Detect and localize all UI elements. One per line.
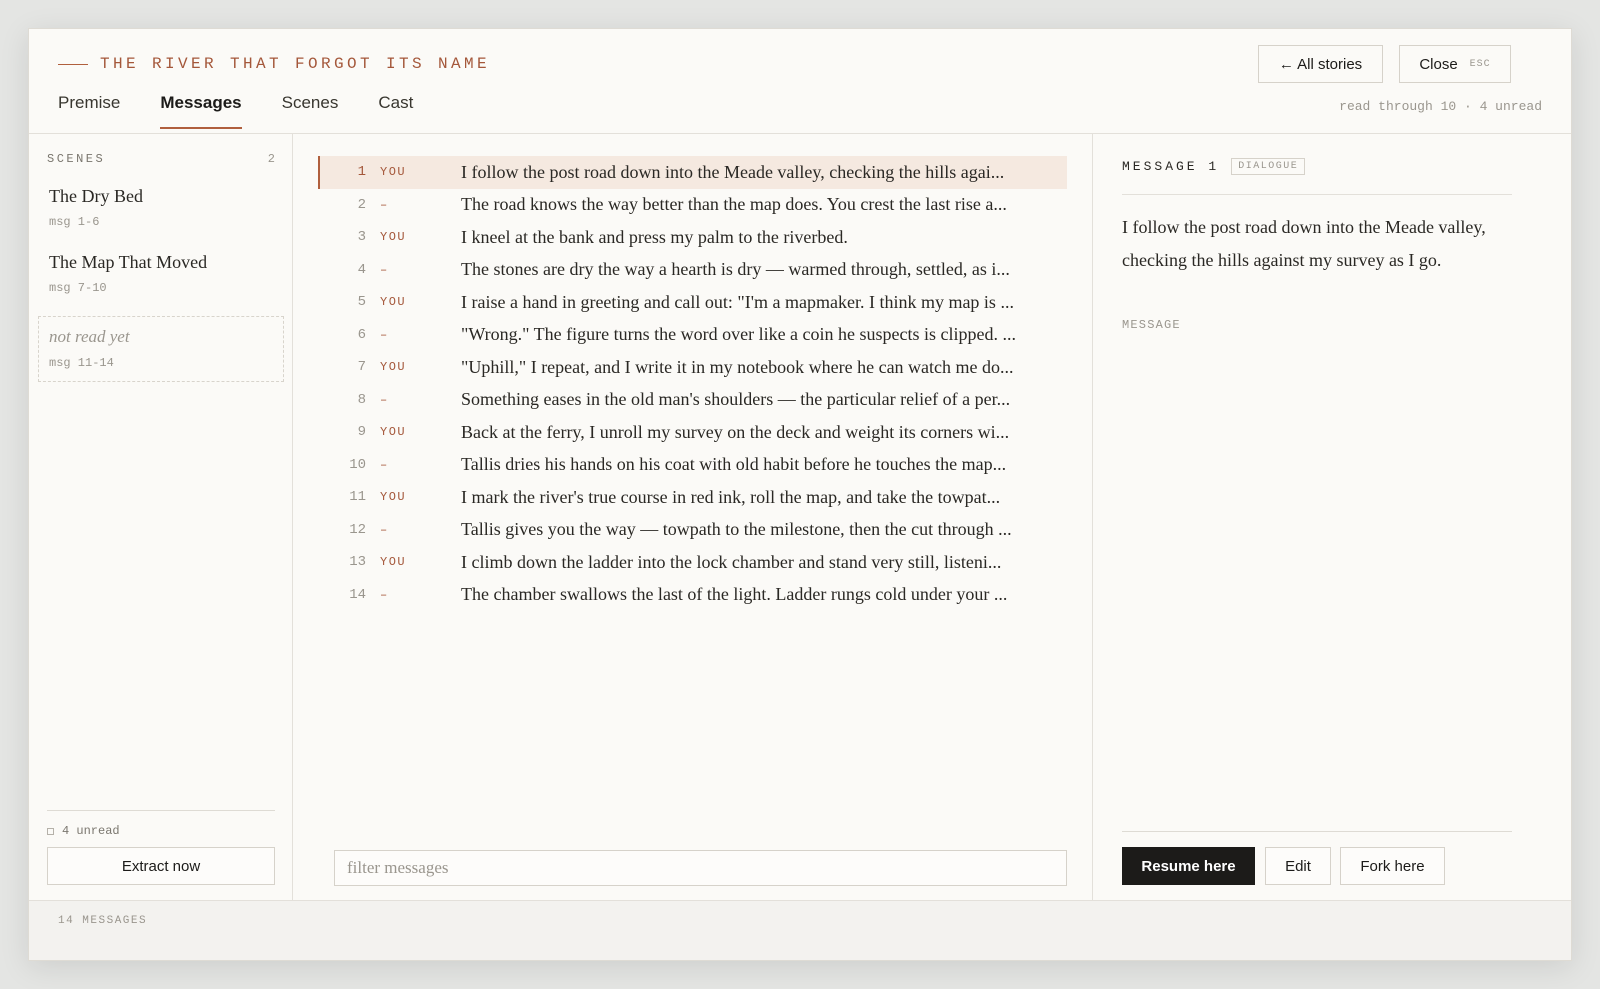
tab-premise[interactable]: Premise: [58, 93, 121, 112]
unread-count-label: 4 unread: [62, 824, 120, 838]
message-text: I raise a hand in greeting and call out: "I'm a mapmaker. I think my map is ...: [461, 291, 1014, 312]
story-title: [58, 55, 490, 73]
message-row[interactable]: [318, 286, 1067, 319]
message-number: 13: [349, 554, 366, 571]
scene-title: The Map That Moved: [49, 252, 208, 272]
unread-count: [47, 824, 120, 838]
extract-now-button[interactable]: Extract now: [47, 847, 275, 885]
scenes-heading-label: SCENES: [47, 152, 106, 166]
message-text: The stones are dry the way a hearth is dry — warmed through, settled, as i...: [461, 259, 1010, 280]
message-role: YOU: [380, 360, 407, 375]
scene-range: msg 1-6: [49, 215, 100, 229]
scenes-heading: [47, 152, 275, 166]
detail-message-kind: MESSAGE: [1122, 318, 1181, 332]
message-row[interactable]: [318, 351, 1067, 384]
status-footer: [29, 900, 1571, 961]
message-row[interactable]: [318, 221, 1067, 254]
scene-range: msg 7-10: [49, 281, 107, 295]
message-role: YOU: [380, 165, 407, 180]
tab-messages[interactable]: Messages: [160, 93, 241, 129]
scene-title: The Dry Bed: [49, 186, 143, 206]
message-text: Tallis gives you the way — towpath to the milestone, then the cut through ...: [461, 519, 1012, 540]
close-button[interactable]: [1399, 45, 1511, 83]
message-role: –: [380, 327, 389, 342]
unread-scene-title: not read yet: [49, 327, 130, 346]
message-row[interactable]: [318, 416, 1067, 449]
message-text: I mark the river's true course in red ink, roll the map, and take the towpat...: [461, 486, 1001, 507]
message-number: 2: [357, 196, 366, 213]
all-stories-label: ← All stories: [1278, 55, 1363, 73]
edit-button[interactable]: Edit: [1265, 847, 1331, 885]
tab-scenes[interactable]: Scenes: [281, 93, 339, 112]
scene-item-unread[interactable]: [38, 316, 284, 382]
message-text: The road knows the way better than the map does. You crest the last rise a...: [461, 194, 1007, 215]
filter-messages-input[interactable]: [334, 850, 1067, 886]
scenes-count: 2: [267, 152, 275, 166]
message-number: 4: [357, 261, 366, 278]
message-row[interactable]: [318, 481, 1067, 514]
message-number: 11: [349, 489, 366, 506]
message-row[interactable]: [318, 319, 1067, 352]
message-number: 6: [357, 326, 366, 343]
message-number: 8: [357, 391, 366, 408]
message-text: I kneel at the bank and press my palm to the riverbed.: [461, 226, 848, 247]
message-role: –: [380, 587, 389, 602]
detail-divider: [1122, 194, 1512, 195]
message-text: "Uphill," I repeat, and I write it in my notebook where he can watch me do...: [461, 356, 1014, 377]
message-row[interactable]: [318, 189, 1067, 222]
tab-bar: [58, 93, 413, 129]
detail-message-body: I follow the post road down into the Meade valley, checking the hills against my survey as I go.: [1122, 217, 1486, 270]
header: [29, 29, 1571, 134]
message-number: 3: [357, 229, 366, 246]
message-count: 14 MESSAGES: [58, 915, 148, 927]
message-role: –: [380, 522, 389, 537]
message-text: The chamber swallows the last of the light. Ladder rungs cold under your ...: [461, 584, 1008, 605]
message-list-pane: [293, 134, 1093, 900]
message-row[interactable]: [318, 579, 1067, 612]
close-label: Close: [1419, 55, 1458, 73]
message-role: –: [380, 392, 389, 407]
sidebar-divider: [47, 810, 275, 811]
message-text: Back at the ferry, I unroll my survey on the deck and weight its corners wi...: [461, 421, 1010, 442]
story-title-text: THE RIVER THAT FORGOT ITS NAME: [100, 55, 491, 73]
message-text: "Wrong." The figure turns the word over like a coin he suspects is clipped. ...: [461, 324, 1017, 345]
message-number: 9: [357, 424, 366, 441]
detail-message-label: MESSAGE 1: [1122, 159, 1220, 174]
dialogue-badge: DIALOGUE: [1231, 158, 1305, 175]
detail-footer-divider: [1122, 831, 1512, 832]
message-row[interactable]: [318, 384, 1067, 417]
message-role: –: [380, 457, 389, 472]
unread-scene-range: msg 11-14: [49, 356, 114, 370]
fork-here-button[interactable]: Fork here: [1340, 847, 1445, 885]
message-role: –: [380, 197, 389, 212]
message-number: 14: [349, 586, 366, 603]
tab-cast[interactable]: Cast: [378, 93, 414, 112]
message-row[interactable]: [318, 449, 1067, 482]
message-text: Something eases in the old man's shoulders — the particular relief of a per...: [461, 389, 1011, 410]
unread-square-icon: [47, 828, 54, 835]
message-text: I follow the post road down into the Meade valley, checking the hills agai...: [461, 161, 1005, 182]
message-number: 5: [357, 294, 366, 311]
message-detail-pane: [1093, 134, 1572, 900]
message-role: YOU: [380, 230, 407, 245]
message-text: Tallis dries his hands on his coat with old habit before he touches the map...: [461, 454, 1007, 475]
message-row[interactable]: [318, 514, 1067, 547]
scene-item-map-that-moved[interactable]: [49, 252, 207, 295]
all-stories-button[interactable]: [1258, 45, 1383, 83]
resume-here-button[interactable]: Resume here: [1122, 847, 1255, 885]
message-role: YOU: [380, 295, 407, 310]
message-role: YOU: [380, 425, 407, 440]
message-number: 1: [357, 164, 366, 181]
message-row[interactable]: [318, 254, 1067, 287]
message-row[interactable]: [318, 546, 1067, 579]
esc-shortcut-hint: ESC: [1469, 58, 1491, 70]
message-number: 10: [349, 456, 366, 473]
message-role: –: [380, 262, 389, 277]
scene-item-dry-bed[interactable]: [49, 186, 143, 229]
message-number: 12: [349, 521, 366, 538]
message-role: YOU: [380, 490, 407, 505]
title-rule: [58, 64, 88, 65]
scenes-sidebar: [29, 134, 293, 900]
detail-heading: [1122, 158, 1305, 175]
message-text: I climb down the ladder into the lock chamber and stand very still, listeni...: [461, 551, 1002, 572]
story-window: [28, 28, 1572, 961]
read-status: read through 10 · 4 unread: [1339, 99, 1542, 114]
message-number: 7: [357, 359, 366, 376]
message-role: YOU: [380, 555, 407, 570]
message-row[interactable]: [318, 156, 1067, 189]
message-list: [318, 156, 1067, 611]
